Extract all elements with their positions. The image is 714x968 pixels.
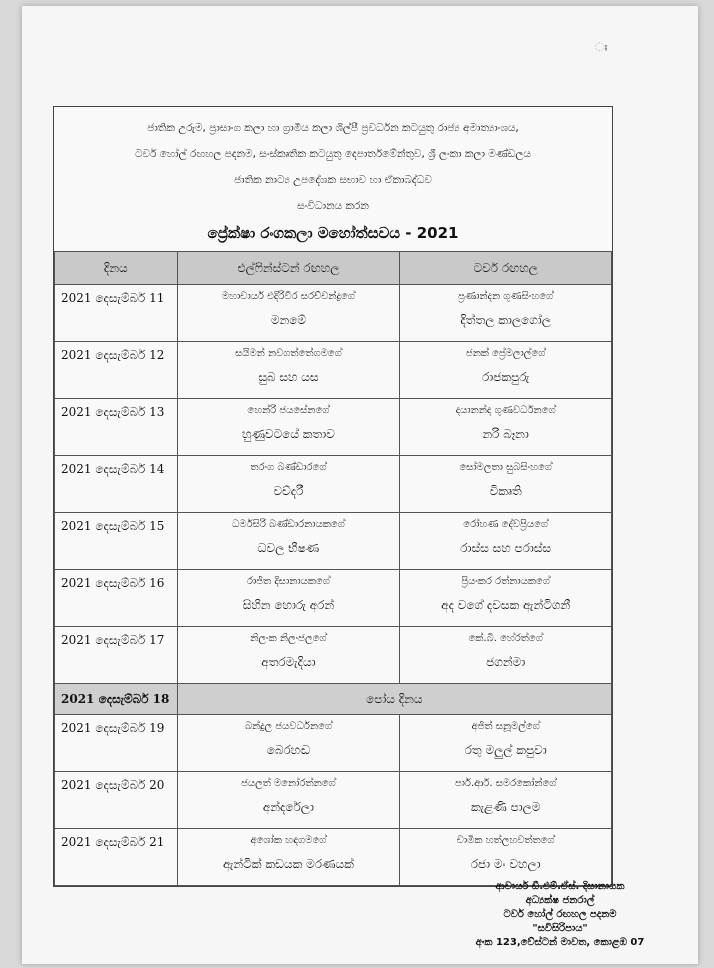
column-header-elphinstone: එල්ෆින්ස්ටන් රඟහල [177, 252, 400, 285]
tower-cell [400, 285, 612, 342]
table-row [55, 829, 612, 886]
corner-mark: ඃ [595, 40, 608, 54]
elphinstone-playwright: සයිමන් නවගත්තේගමගේ [235, 348, 342, 359]
document-title: ප්‍රේක්ෂා රංගකලා මහෝත්සවය - 2021 [207, 224, 459, 242]
elphinstone-playwright: රාජිත දිසානායකගේ [246, 576, 330, 587]
signature-block [470, 880, 650, 950]
elphinstone-play-title: බෙරහඬ [266, 743, 311, 757]
tower-play-title: විකෘති [489, 484, 522, 498]
tower-playwright: කේ.බී. හේරත්ගේ [468, 633, 543, 644]
elphinstone-play-title: වච්දරී [273, 484, 304, 498]
header-line-4: සංවිධානය කරන [297, 200, 369, 212]
row-date: 2021 දෙසැම්බර් 17 [55, 627, 178, 684]
column-header-tower: ටවර් රඟහල [400, 252, 612, 285]
row-date: 2021 දෙසැම්බර් 20 [55, 772, 178, 829]
tower-playwright: අජිත් සනූමල්ගේ [471, 721, 540, 732]
tower-cell [400, 570, 612, 627]
table-row [55, 456, 612, 513]
holiday-row [55, 684, 612, 715]
row-date: 2021 දෙසැම්බර් 11 [55, 285, 178, 342]
table-row [55, 513, 612, 570]
tower-playwright: චාමික හත්ලහවත්තගේ [456, 835, 555, 846]
tower-play-title: කැළණි පාලම [470, 800, 541, 814]
tower-playwright: දයානන්ද ගුණවර්ධනගේ [455, 405, 556, 416]
tower-playwright: ප්‍රණාන්දන ගුණසිංහගේ [458, 291, 554, 302]
tower-playwright: සෝමලතා සුබසිංහගේ [459, 462, 552, 473]
elphinstone-cell [177, 513, 400, 570]
festival-schedule-document [53, 106, 613, 887]
table-row [55, 570, 612, 627]
signature-name: ආචාර්ය ඩී.එම්.ඒස්. දිසානායක [495, 881, 625, 892]
row-date: 2021 දෙසැම්බර් 12 [55, 342, 178, 399]
elphinstone-playwright: ධර්මසිරි බණ්ඩාරනායකගේ [232, 519, 345, 530]
document-header [54, 107, 612, 251]
elphinstone-playwright: තරංග බණ්ඩාරගේ [250, 462, 327, 473]
tower-cell [400, 715, 612, 772]
row-date: 2021 දෙසැම්බර් 13 [55, 399, 178, 456]
elphinstone-cell [177, 570, 400, 627]
elphinstone-cell [177, 627, 400, 684]
tower-play-title: රතු මලුල් කපුවා [464, 743, 547, 757]
elphinstone-playwright: අශෝක හඳගමගේ [250, 835, 327, 846]
elphinstone-play-title: ඇන්ටික් කඩයක මරණයක් [222, 857, 354, 871]
tower-playwright: ප්‍රියංකර රත්නායකගේ [461, 576, 550, 587]
table-header-row [55, 252, 612, 285]
elphinstone-play-title: හුණුවටයේ කතාව [242, 427, 335, 441]
signature-title: අධ්‍යක්ෂ ජනරාල් [525, 895, 595, 906]
elphinstone-cell [177, 399, 400, 456]
schedule-table [54, 251, 612, 886]
elphinstone-playwright: ජයලත් මනෝරත්නගේ [241, 778, 336, 789]
column-header-date: දිනය [55, 252, 178, 285]
elphinstone-cell [177, 772, 400, 829]
elphinstone-cell [177, 829, 400, 886]
elphinstone-cell [177, 342, 400, 399]
elphinstone-play-title: අතරමැදියා [261, 655, 316, 669]
tower-play-title: නරි බෑනා [482, 427, 529, 441]
table-row [55, 399, 612, 456]
elphinstone-play-title: සුබ සහ යස [258, 370, 319, 384]
table-row [55, 715, 612, 772]
row-date: 2021 දෙසැම්බර් 15 [55, 513, 178, 570]
elphinstone-play-title: මනමේ [270, 313, 307, 327]
tower-cell [400, 342, 612, 399]
elphinstone-cell [177, 285, 400, 342]
row-date: 2021 දෙසැම්බර් 21 [55, 829, 178, 886]
elphinstone-playwright: බන්දුල ජයවර්ධනගේ [244, 721, 333, 732]
row-date: 2021 දෙසැම්බර් 14 [55, 456, 178, 513]
tower-playwright: ජනක් ප්‍රේමලාල්ගේ [465, 348, 546, 359]
tower-play-title: රාජකපුරු [482, 370, 530, 384]
elphinstone-playwright: නිලංක නිලංජලගේ [250, 633, 327, 644]
signature-org: ටවර් හෝල් රඟහල පදනම [503, 909, 617, 920]
tower-cell [400, 399, 612, 456]
tower-cell [400, 456, 612, 513]
tower-cell [400, 772, 612, 829]
elphinstone-cell [177, 715, 400, 772]
tower-playwright: රෝහණ දේවප්‍රියගේ [463, 519, 549, 530]
tower-cell [400, 513, 612, 570]
table-row [55, 627, 612, 684]
signature-building: "සවිසිරිපාය" [532, 923, 588, 934]
table-row [55, 772, 612, 829]
tower-playwright: පාර්.ආර්. සමරකෝන්ගේ [454, 778, 557, 789]
table-row [55, 285, 612, 342]
elphinstone-play-title: ධවල භීෂණ [257, 541, 320, 555]
tower-play-title: ජගන්මා [486, 655, 526, 669]
tower-cell [400, 829, 612, 886]
elphinstone-playwright: හෙන්රි ජයසේනගේ [247, 405, 330, 416]
holiday-date: 2021 දෙසැම්බර් 18 [55, 684, 178, 715]
row-date: 2021 දෙසැම්බර් 16 [55, 570, 178, 627]
header-line-3: ජාතික නාට්‍ය උපදේශක සභාව හා ඒකාබද්ධව [234, 174, 432, 186]
holiday-label: පෝය දිනය [177, 684, 611, 715]
header-line-2: ටවර් හෝල් රඟහල පදනම, සංස්කෘතික කටයුතු දෙපාර්තමේන්තුව, ශ්‍රී ලංකා කලා මණ්ඩලය [134, 148, 531, 160]
table-row [55, 342, 612, 399]
tower-play-title: දිත්තල කාලගෝල [460, 313, 551, 327]
elphinstone-cell [177, 456, 400, 513]
row-date: 2021 දෙසැම්බර් 19 [55, 715, 178, 772]
signature-address: අංක 123,වේස්ටන් මාවත, කොළඹ 07 [475, 937, 645, 948]
tower-play-title: රාස්ස සහ පරාස්ස [460, 541, 552, 555]
elphinstone-playwright: මහාචාර්ය එදිරිවීර සරච්චන්ද්‍රගේ [221, 291, 355, 302]
tower-play-title: අද වගේ දවසක ඇන්ටිගනී [441, 598, 571, 612]
elphinstone-play-title: අන්දරේලා [262, 800, 314, 814]
tower-play-title: රජා මං වහලා [470, 857, 541, 871]
elphinstone-play-title: සිහින හොරු අරන් [242, 598, 335, 612]
tower-cell [400, 627, 612, 684]
header-line-1: ජාතික උරුම, ප්‍රාසාංග කලා හා ග්‍රාමීය කලා ශිල්පී ප්‍රවර්ධන කටයුතු රාජ්‍ය අමාත්‍යාංශය, [147, 122, 519, 134]
